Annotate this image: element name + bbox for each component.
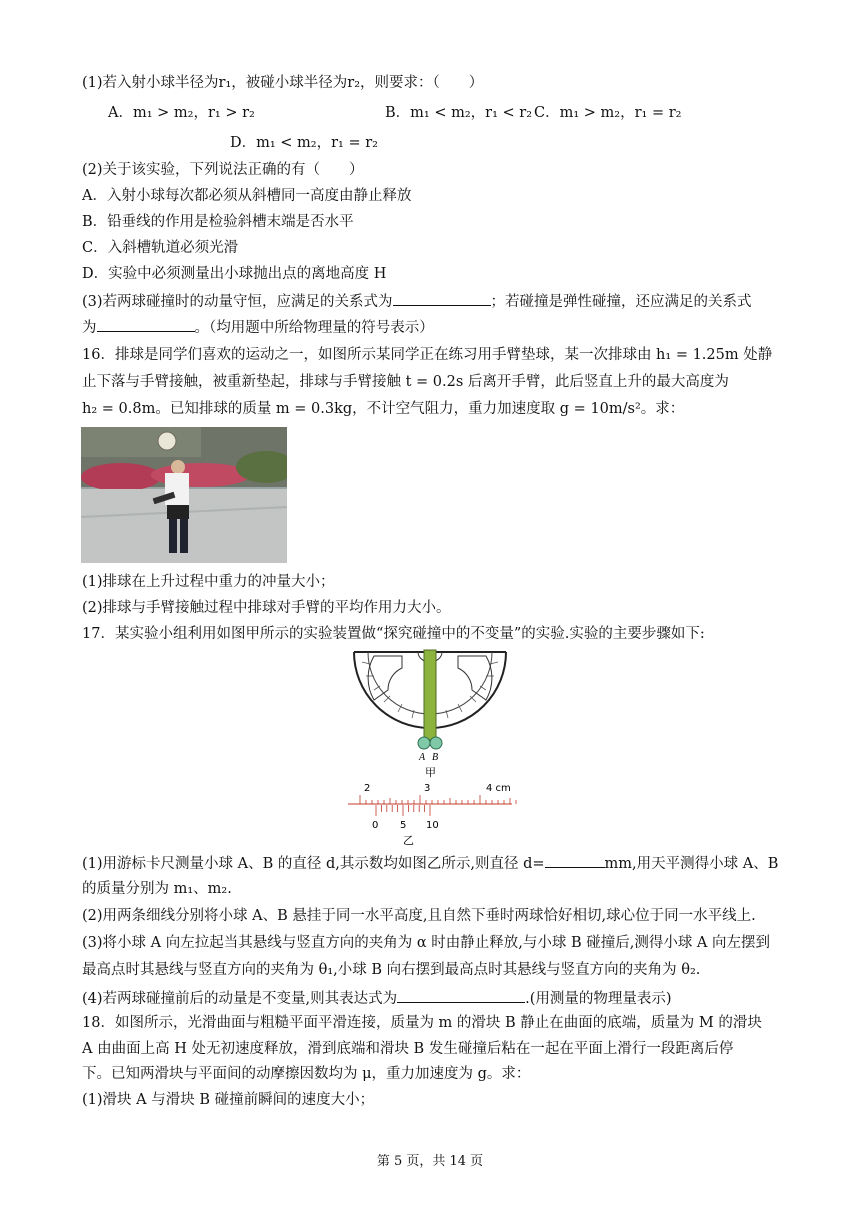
q16-sub2: (2)排球与手臂接触过程中排球对手臂的平均作用力大小。 (82, 600, 451, 616)
q15-part3-text-a: (3)若两球碰撞时的动量守恒，应满足的关系式为 (82, 294, 393, 310)
q15-part1-stem: (1)若入射小球半径为r₁，被碰小球半径为r₂，则要求：（ ） (82, 75, 484, 91)
pendulum-rod (424, 650, 436, 740)
q17-step4-text-a: (4)若两球碰撞前后的动量是不变量,则其表达式为 (82, 991, 398, 1007)
q15-option-c: C．m₁ > m₂，r₁ = r₂ (534, 105, 682, 121)
q15-option-a: A．m₁ > m₂，r₁ > r₂ (108, 105, 255, 121)
q15-part2-stem: (2)关于该实验，下列说法正确的有（ ） (82, 162, 364, 178)
q16-line1: 16．排球是同学们喜欢的运动之一，如图所示某同学正在练习用手臂垫球，某一次排球由 h₁ = 1.25m 处静 (82, 347, 773, 363)
q16-sub1: (1)排球在上升过程中重力的冲量大小； (82, 574, 335, 590)
q17-step2: (2)用两条细线分别将小球 A、B 悬挂于同一水平高度,且自然下垂时两球恰好相切,球心位于同一水平线上. (82, 908, 756, 924)
q18-sub1: (1)滑块 A 与滑块 B 碰撞前瞬间的速度大小； (82, 1092, 375, 1108)
q17-step1-text-a: (1)用游标卡尺测量小球 A、B 的直径 d,其示数均如图乙所示,则直径 d= (82, 856, 545, 872)
main-tick-4: 4 cm (486, 783, 511, 794)
q17-step4-text-b: .(用测量的物理量表示) (525, 991, 672, 1007)
main-tick-2: 2 (364, 783, 371, 794)
answer-blank-1[interactable] (393, 290, 491, 306)
label-a: A (419, 752, 426, 763)
q15-option-b: B．m₁ < m₂，r₁ < r₂ (385, 105, 533, 121)
q15-part3-text-d: 。（均用题中所给物理量的符号表示） (194, 320, 434, 336)
q15-part3-line1 (82, 290, 752, 312)
q17-step4 (82, 987, 672, 1009)
q15-part2-option-d: D．实验中必须测量出小球抛出点的离地高度 H (82, 266, 387, 282)
main-tick-3: 3 (424, 783, 431, 794)
label-yi: 乙 (403, 834, 414, 846)
label-jia: 甲 (425, 766, 436, 779)
q15-part2-option-b: B．铅垂线的作用是检验斜槽末端是否水平 (82, 214, 354, 230)
q17-stem: 17．某实验小组利用如图甲所示的实验装置做“探究碰撞中的不变量”的实验.实验的主要步骤如下: (82, 626, 705, 642)
ball-b-icon (430, 737, 442, 749)
q15-part3-text-c: 为 (82, 320, 97, 336)
vernier-tick-0: 0 (372, 820, 379, 831)
ball-a-icon (418, 737, 430, 749)
experiment-figure (340, 648, 520, 846)
answer-blank-expression[interactable] (397, 987, 525, 1003)
q17-step1-line1 (82, 852, 778, 874)
q16-line2: 止下落与手臂接触，被重新垫起，排球与手臂接触 t = 0.2s 后离开手臂，此后竖直上升的最大高度为 (82, 374, 729, 390)
q18-line1: 18．如图所示，光滑曲面与粗糙平面平滑连接，质量为 m 的滑块 B 静止在曲面的底端，质量为 M 的滑块 (82, 1015, 762, 1031)
q18-line3: 下。已知两滑块与平面间的动摩擦因数均为 μ，重力加速度为 g。求： (82, 1066, 531, 1082)
vernier-tick-10: 10 (426, 820, 439, 831)
q16-line3: h₂ = 0.8m。已知排球的质量 m = 0.3kg，不计空气阻力，重力加速度取 g = 10m/s²。求： (82, 401, 685, 417)
label-b: B (432, 752, 439, 763)
q17-step3-line1: (3)将小球 A 向左拉起当其悬线与竖直方向的夹角为 α 时由静止释放,与小球 B 碰撞后,测得小球 A 向左摆到 (82, 935, 771, 951)
answer-blank-diameter[interactable] (545, 852, 605, 868)
q15-part3-line2 (82, 316, 434, 338)
vernier-tick-5: 5 (400, 820, 407, 831)
volleyball-photo (81, 427, 287, 563)
q15-part2-option-a: A．入射小球每次都必须从斜槽同一高度由静止释放 (82, 188, 412, 204)
q17-step1-line2: 的质量分别为 m₁、m₂. (82, 881, 232, 897)
page-footer: 第 5 页，共 14 页 (376, 1154, 484, 1169)
q18-line2: A 由曲面上高 H 处无初速度释放，滑到底端和滑块 B 发生碰撞后粘在一起在平面上滑行一段距离后停 (82, 1041, 734, 1057)
q17-step3-line2: 最高点时其悬线与竖直方向的夹角为 θ₁,小球 B 向右摆到最高点时其悬线与竖直方向的夹角为 θ₂. (82, 962, 701, 978)
q15-part3-text-b: ；若碰撞是弹性碰撞，还应满足的关系式 (490, 294, 752, 310)
q15-part2-option-c: C．入斜槽轨道必须光滑 (82, 240, 239, 256)
q17-step1-text-b: mm,用天平测得小球 A、B (604, 856, 779, 872)
answer-blank-2[interactable] (97, 316, 195, 332)
q15-option-d: D．m₁ < m₂，r₁ = r₂ (230, 135, 378, 151)
